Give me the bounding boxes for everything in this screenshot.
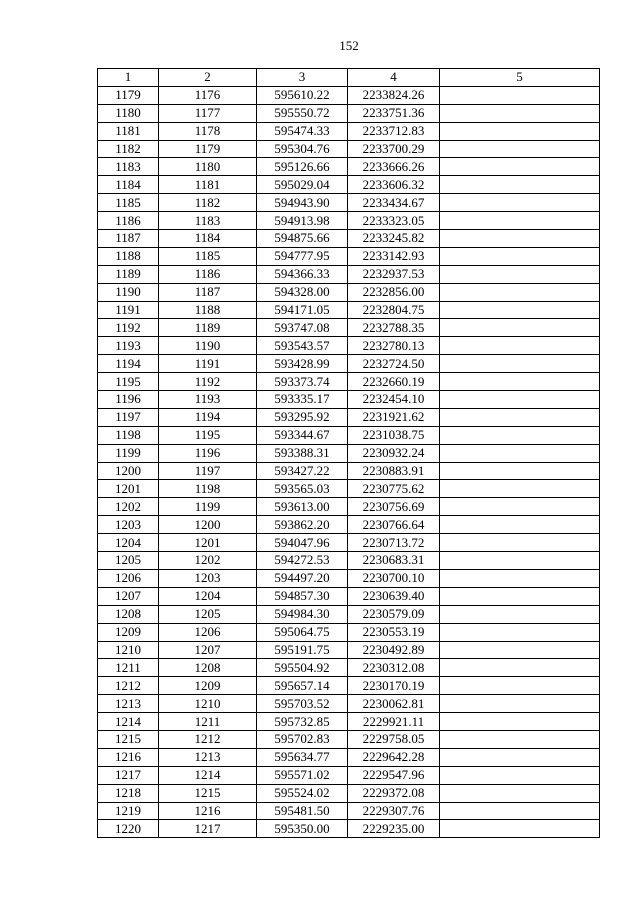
table-cell: 1201 [98, 480, 159, 498]
table-cell: 595702.83 [257, 730, 348, 748]
table-cell [440, 247, 600, 265]
table-cell: 1216 [159, 802, 257, 820]
table-cell [440, 605, 600, 623]
table-cell: 1199 [98, 444, 159, 462]
table-cell [440, 730, 600, 748]
table-cell [440, 820, 600, 838]
table-row [98, 641, 600, 659]
table-cell: 594047.96 [257, 534, 348, 552]
table-cell: 595504.92 [257, 659, 348, 677]
table-cell [440, 140, 600, 158]
table-cell: 1216 [98, 748, 159, 766]
table-cell [440, 391, 600, 409]
table-cell: 595657.14 [257, 677, 348, 695]
table-cell: 1185 [159, 247, 257, 265]
table-cell: 2232788.35 [348, 319, 440, 337]
table-cell: 1179 [159, 140, 257, 158]
table-cell: 1205 [159, 605, 257, 623]
table-cell: 2230062.81 [348, 695, 440, 713]
table-cell: 1193 [98, 337, 159, 355]
table-cell: 1199 [159, 498, 257, 516]
table-cell: 2232724.50 [348, 355, 440, 373]
coordinates-table [97, 68, 600, 838]
table-cell [440, 659, 600, 677]
column-header: 4 [348, 69, 440, 87]
table-cell: 595029.04 [257, 176, 348, 194]
table-cell: 1198 [159, 480, 257, 498]
table-cell: 2230713.72 [348, 534, 440, 552]
table-cell: 593373.74 [257, 373, 348, 391]
table-cell: 2230170.19 [348, 677, 440, 695]
table-cell: 2232856.00 [348, 283, 440, 301]
table-cell: 2229642.28 [348, 748, 440, 766]
table-row [98, 623, 600, 641]
table-cell [440, 194, 600, 212]
table-cell [440, 748, 600, 766]
table-cell: 2229547.96 [348, 766, 440, 784]
table-row [98, 426, 600, 444]
table-cell: 593295.92 [257, 408, 348, 426]
table-cell: 1208 [159, 659, 257, 677]
table-row [98, 265, 600, 283]
table-row [98, 677, 600, 695]
table-row [98, 516, 600, 534]
table-cell [440, 695, 600, 713]
table-cell: 594171.05 [257, 301, 348, 319]
table-row [98, 212, 600, 230]
table-cell: 1213 [159, 748, 257, 766]
table-row [98, 247, 600, 265]
table-cell: 1204 [98, 534, 159, 552]
table-cell: 1189 [159, 319, 257, 337]
table-cell: 1218 [98, 784, 159, 802]
table-cell [440, 480, 600, 498]
table-cell: 1191 [159, 355, 257, 373]
table-cell: 1193 [159, 391, 257, 409]
table-cell [440, 212, 600, 230]
table-row [98, 534, 600, 552]
table-cell [440, 623, 600, 641]
table-cell [440, 86, 600, 104]
table-cell: 1181 [98, 122, 159, 140]
table-cell: 1214 [159, 766, 257, 784]
table-cell: 2233434.67 [348, 194, 440, 212]
table-row [98, 194, 600, 212]
table-row [98, 713, 600, 731]
table-cell [440, 462, 600, 480]
table-row [98, 569, 600, 587]
table-cell: 2230700.10 [348, 569, 440, 587]
table-cell: 1214 [98, 713, 159, 731]
table-row [98, 140, 600, 158]
table-cell: 1197 [98, 408, 159, 426]
table-cell: 594875.66 [257, 230, 348, 248]
table-cell: 594857.30 [257, 587, 348, 605]
table-cell: 1190 [159, 337, 257, 355]
table-cell [440, 534, 600, 552]
table-row [98, 283, 600, 301]
table-cell: 1207 [98, 587, 159, 605]
table-cell: 595703.52 [257, 695, 348, 713]
column-header: 2 [159, 69, 257, 87]
table-cell: 595064.75 [257, 623, 348, 641]
table-row [98, 230, 600, 248]
table-cell: 593862.20 [257, 516, 348, 534]
table-cell: 1202 [159, 552, 257, 570]
table-row [98, 659, 600, 677]
table-cell: 594328.00 [257, 283, 348, 301]
table-cell: 1210 [98, 641, 159, 659]
table-cell [440, 641, 600, 659]
table-cell: 593613.00 [257, 498, 348, 516]
table-cell: 1183 [98, 158, 159, 176]
table-cell: 1213 [98, 695, 159, 713]
table-cell: 593543.57 [257, 337, 348, 355]
table-cell: 1192 [159, 373, 257, 391]
table-cell: 1180 [98, 104, 159, 122]
table-cell: 2230775.62 [348, 480, 440, 498]
table-cell [440, 319, 600, 337]
table-cell: 1210 [159, 695, 257, 713]
table-row [98, 730, 600, 748]
table-row [98, 802, 600, 820]
table-cell: 1220 [98, 820, 159, 838]
table-cell: 2230932.24 [348, 444, 440, 462]
table-cell: 1215 [98, 730, 159, 748]
table-cell: 595550.72 [257, 104, 348, 122]
table-cell: 593388.31 [257, 444, 348, 462]
table-cell [440, 104, 600, 122]
table-cell: 2232454.10 [348, 391, 440, 409]
table-row [98, 444, 600, 462]
table-cell [440, 498, 600, 516]
table-cell: 595304.76 [257, 140, 348, 158]
table-cell: 1179 [98, 86, 159, 104]
table-cell: 595732.85 [257, 713, 348, 731]
table-row [98, 766, 600, 784]
table-cell [440, 265, 600, 283]
table-cell: 595350.00 [257, 820, 348, 838]
table-cell [440, 283, 600, 301]
table-cell: 1190 [98, 283, 159, 301]
table-cell: 593565.03 [257, 480, 348, 498]
table-row [98, 748, 600, 766]
table-cell [440, 784, 600, 802]
table-cell: 1209 [159, 677, 257, 695]
table-cell [440, 713, 600, 731]
table-cell: 2230579.09 [348, 605, 440, 623]
column-header: 5 [440, 69, 600, 87]
table-cell: 2233142.93 [348, 247, 440, 265]
table-cell: 1192 [98, 319, 159, 337]
table-cell [440, 301, 600, 319]
table-cell: 2230683.31 [348, 552, 440, 570]
table-cell: 2233666.26 [348, 158, 440, 176]
table-cell: 2233712.83 [348, 122, 440, 140]
table-row [98, 695, 600, 713]
table-cell: 1206 [98, 569, 159, 587]
table-row [98, 784, 600, 802]
table-cell [440, 337, 600, 355]
table-cell: 1178 [159, 122, 257, 140]
table-cell: 2229307.76 [348, 802, 440, 820]
table-cell: 2233751.36 [348, 104, 440, 122]
table-cell: 1197 [159, 462, 257, 480]
table-cell [440, 516, 600, 534]
table-cell: 1187 [159, 283, 257, 301]
table-cell: 1203 [98, 516, 159, 534]
table-cell: 1188 [98, 247, 159, 265]
table-row [98, 176, 600, 194]
table-row [98, 319, 600, 337]
table-cell: 1219 [98, 802, 159, 820]
table-cell: 2231921.62 [348, 408, 440, 426]
table-cell: 593344.67 [257, 426, 348, 444]
table-cell: 2230756.69 [348, 498, 440, 516]
table-cell: 1207 [159, 641, 257, 659]
table-cell: 2229372.08 [348, 784, 440, 802]
table-cell [440, 176, 600, 194]
table-cell: 2230553.19 [348, 623, 440, 641]
table-cell: 595474.33 [257, 122, 348, 140]
table-cell: 1196 [98, 391, 159, 409]
table-cell: 595571.02 [257, 766, 348, 784]
table-cell: 594913.98 [257, 212, 348, 230]
table-cell: 2233824.26 [348, 86, 440, 104]
table-cell: 1205 [98, 552, 159, 570]
table-cell: 1185 [98, 194, 159, 212]
table-cell: 2230492.89 [348, 641, 440, 659]
table-cell: 594497.20 [257, 569, 348, 587]
table-cell: 1182 [98, 140, 159, 158]
table-cell [440, 587, 600, 605]
table-cell: 1198 [98, 426, 159, 444]
table-cell: 594366.33 [257, 265, 348, 283]
table-cell: 594777.95 [257, 247, 348, 265]
page-number: 152 [339, 38, 359, 53]
table-cell: 1212 [159, 730, 257, 748]
table-cell: 1209 [98, 623, 159, 641]
table-cell: 2231038.75 [348, 426, 440, 444]
table-cell: 2232937.53 [348, 265, 440, 283]
table-cell: 2230766.64 [348, 516, 440, 534]
table-cell: 1177 [159, 104, 257, 122]
table-cell: 1203 [159, 569, 257, 587]
table-cell: 1189 [98, 265, 159, 283]
table-cell: 595126.66 [257, 158, 348, 176]
table-cell: 1206 [159, 623, 257, 641]
table-cell: 1186 [159, 265, 257, 283]
table-cell [440, 158, 600, 176]
table-row [98, 408, 600, 426]
table-row [98, 480, 600, 498]
table-cell: 1215 [159, 784, 257, 802]
table-row [98, 337, 600, 355]
table-cell: 594984.30 [257, 605, 348, 623]
table-row [98, 552, 600, 570]
table-cell: 2233245.82 [348, 230, 440, 248]
table-cell [440, 373, 600, 391]
table-cell: 2229921.11 [348, 713, 440, 731]
table-row [98, 158, 600, 176]
table-cell: 594272.53 [257, 552, 348, 570]
table-header-row [98, 69, 600, 87]
table-cell [440, 802, 600, 820]
table-row [98, 587, 600, 605]
column-header: 3 [257, 69, 348, 87]
table-row [98, 391, 600, 409]
table-cell: 593335.17 [257, 391, 348, 409]
table-cell: 595610.22 [257, 86, 348, 104]
table-cell: 1211 [98, 659, 159, 677]
table-row [98, 104, 600, 122]
column-header: 1 [98, 69, 159, 87]
table-cell: 2232804.75 [348, 301, 440, 319]
table-cell [440, 766, 600, 784]
table-cell: 1183 [159, 212, 257, 230]
table-cell: 1184 [98, 176, 159, 194]
table-cell: 2232660.19 [348, 373, 440, 391]
table-row [98, 355, 600, 373]
table-cell: 593747.08 [257, 319, 348, 337]
table-cell: 1200 [98, 462, 159, 480]
table-cell: 2229235.00 [348, 820, 440, 838]
table-cell: 1191 [98, 301, 159, 319]
table-row [98, 373, 600, 391]
table-cell: 1196 [159, 444, 257, 462]
table-cell: 593427.22 [257, 462, 348, 480]
table-cell: 1180 [159, 158, 257, 176]
table-cell [440, 552, 600, 570]
table-cell [440, 444, 600, 462]
table-cell [440, 677, 600, 695]
table-cell: 2230639.40 [348, 587, 440, 605]
table-cell [440, 230, 600, 248]
table-cell: 1194 [159, 408, 257, 426]
table-cell: 1204 [159, 587, 257, 605]
table-cell: 595481.50 [257, 802, 348, 820]
table-row [98, 605, 600, 623]
table-row [98, 820, 600, 838]
table-row [98, 462, 600, 480]
table-row [98, 122, 600, 140]
table-row [98, 498, 600, 516]
table-cell: 1184 [159, 230, 257, 248]
table-cell: 1194 [98, 355, 159, 373]
table-cell: 1182 [159, 194, 257, 212]
table-cell: 1208 [98, 605, 159, 623]
table-cell [440, 408, 600, 426]
table-cell [440, 426, 600, 444]
table-cell [440, 355, 600, 373]
table-cell: 595524.02 [257, 784, 348, 802]
table-cell: 2229758.05 [348, 730, 440, 748]
table-cell: 1217 [98, 766, 159, 784]
table-cell: 1195 [98, 373, 159, 391]
table-cell: 1202 [98, 498, 159, 516]
table-cell: 1188 [159, 301, 257, 319]
table-cell: 594943.90 [257, 194, 348, 212]
table-cell: 595191.75 [257, 641, 348, 659]
table-cell: 1187 [98, 230, 159, 248]
table-cell: 2230312.08 [348, 659, 440, 677]
table-cell: 2233323.05 [348, 212, 440, 230]
table-body [98, 69, 600, 838]
table-cell: 1176 [159, 86, 257, 104]
table-cell: 1201 [159, 534, 257, 552]
table-cell: 2232780.13 [348, 337, 440, 355]
table-cell: 1186 [98, 212, 159, 230]
table-row [98, 301, 600, 319]
table-row [98, 86, 600, 104]
table-cell: 1217 [159, 820, 257, 838]
table-cell: 593428.99 [257, 355, 348, 373]
table-cell [440, 122, 600, 140]
table-cell: 2233606.32 [348, 176, 440, 194]
table-cell: 2230883.91 [348, 462, 440, 480]
table-cell [440, 569, 600, 587]
table-cell: 1200 [159, 516, 257, 534]
table-cell: 1195 [159, 426, 257, 444]
table-cell: 1181 [159, 176, 257, 194]
table-cell: 595634.77 [257, 748, 348, 766]
table-cell: 2233700.29 [348, 140, 440, 158]
table-cell: 1212 [98, 677, 159, 695]
table-cell: 1211 [159, 713, 257, 731]
